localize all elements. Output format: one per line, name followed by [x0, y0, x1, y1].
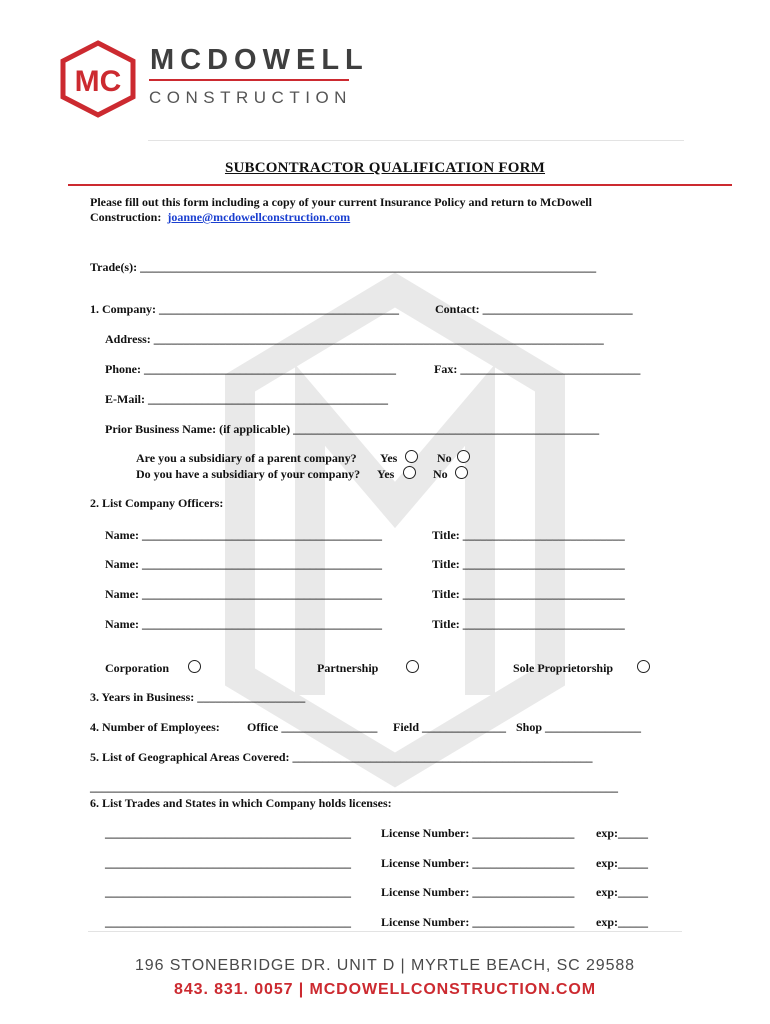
contact-field[interactable]: Contact: _________________________: [435, 302, 633, 316]
corporation-radio[interactable]: [188, 660, 201, 673]
subsidiary-parent-no-radio[interactable]: [457, 450, 470, 463]
license-trade-field[interactable]: _________________________________________: [105, 826, 351, 840]
employees-label: 4. Number of Employees:: [90, 720, 220, 734]
officer-name-field[interactable]: Name: ________________________________________: [105, 617, 382, 631]
subsidiary-child-no-radio[interactable]: [455, 466, 468, 479]
brand-name: MCDOWELL: [150, 44, 369, 76]
officer-name-field[interactable]: Name: ________________________________________: [105, 557, 382, 571]
license-exp-field[interactable]: exp:_____: [596, 826, 648, 840]
yes-label-1: Yes: [380, 451, 398, 465]
partnership-radio[interactable]: [406, 660, 419, 673]
email-field[interactable]: E-Mail: ________________________________________: [105, 392, 388, 406]
years-in-business-field[interactable]: 3. Years in Business: __________________: [90, 690, 306, 704]
sole-proprietorship-label: Sole Proprietorship: [513, 661, 614, 675]
license-exp-field[interactable]: exp:_____: [596, 885, 648, 899]
license-number-field[interactable]: License Number: _________________: [381, 915, 575, 929]
license-trade-field[interactable]: _________________________________________: [105, 856, 351, 870]
brand-divider: [149, 79, 349, 81]
intro-line-1: Please fill out this form including a copy of your current Insurance Policy and return to McDowell: [90, 195, 592, 209]
trades-field[interactable]: Trade(s): ____________________________________________________________________________: [90, 260, 597, 274]
areas-covered-field-2[interactable]: ________________________________________________________________________________________: [90, 780, 618, 794]
address-field[interactable]: Address: ___________________________________________________________________________: [105, 332, 604, 346]
license-exp-field[interactable]: exp:_____: [596, 915, 648, 929]
office-employees-field[interactable]: Office ________________: [247, 720, 378, 734]
officer-title-field[interactable]: Title: ___________________________: [432, 528, 625, 542]
license-number-field[interactable]: License Number: _________________: [381, 885, 575, 899]
license-number-field[interactable]: License Number: _________________: [381, 826, 575, 840]
title-rule: [68, 184, 732, 186]
prior-business-field[interactable]: Prior Business Name: (if applicable) ___________________________________________________: [105, 422, 600, 436]
logo-hexagon-icon: [58, 40, 138, 118]
corporation-label: Corporation: [105, 661, 169, 675]
areas-covered-field[interactable]: 5. List of Geographical Areas Covered: __________________________________________________: [90, 750, 593, 764]
footer-contact[interactable]: 843. 831. 0057 | MCDOWELLCONSTRUCTION.COM: [174, 981, 596, 998]
officer-title-field[interactable]: Title: ___________________________: [432, 557, 625, 571]
license-number-field[interactable]: License Number: _________________: [381, 856, 575, 870]
officer-name-field[interactable]: Name: ________________________________________: [105, 587, 382, 601]
subsidiary-question-2: Do you have a subsidiary of your company?: [136, 467, 361, 481]
footer-rule: [88, 931, 682, 932]
license-exp-field[interactable]: exp:_____: [596, 856, 648, 870]
company-field[interactable]: 1. Company: ________________________________________: [90, 302, 400, 316]
officer-title-field[interactable]: Title: ___________________________: [432, 617, 625, 631]
footer-address: 196 STONEBRIDGE DR. UNIT D | MYRTLE BEACH, SC 29588: [135, 957, 635, 974]
no-label-2: No: [433, 467, 448, 481]
subsidiary-question-1: Are you a subsidiary of a parent company?: [136, 451, 357, 465]
licenses-heading: 6. List Trades and States in which Company holds licenses:: [90, 796, 392, 810]
subsidiary-child-yes-radio[interactable]: [403, 466, 416, 479]
yes-label-2: Yes: [377, 467, 395, 481]
subsidiary-parent-yes-radio[interactable]: [405, 450, 418, 463]
form-title: SUBCONTRACTOR QUALIFICATION FORM: [224, 160, 546, 176]
partnership-label: Partnership: [317, 661, 379, 675]
sole-proprietorship-radio[interactable]: [637, 660, 650, 673]
license-trade-field[interactable]: _________________________________________: [105, 915, 351, 929]
intro-line-2: [90, 210, 350, 225]
field-employees-field[interactable]: Field ______________: [393, 720, 506, 734]
brand-subtitle: CONSTRUCTION: [149, 88, 352, 107]
shop-employees-field[interactable]: Shop ________________: [516, 720, 642, 734]
officer-name-field[interactable]: Name: ________________________________________: [105, 528, 382, 542]
officers-heading: 2. List Company Officers:: [90, 496, 224, 510]
contact-email-link[interactable]: joanne@mcdowellconstruction.com: [167, 210, 351, 224]
phone-field[interactable]: Phone: __________________________________________: [105, 362, 396, 376]
no-label-1: No: [437, 451, 452, 465]
officer-title-field[interactable]: Title: ___________________________: [432, 587, 625, 601]
logo-monogram: MC: [74, 65, 122, 98]
fax-field[interactable]: Fax: ______________________________: [434, 362, 641, 376]
intro-label: Construction:: [90, 210, 162, 224]
header-rule: [148, 140, 684, 141]
license-trade-field[interactable]: _________________________________________: [105, 885, 351, 899]
